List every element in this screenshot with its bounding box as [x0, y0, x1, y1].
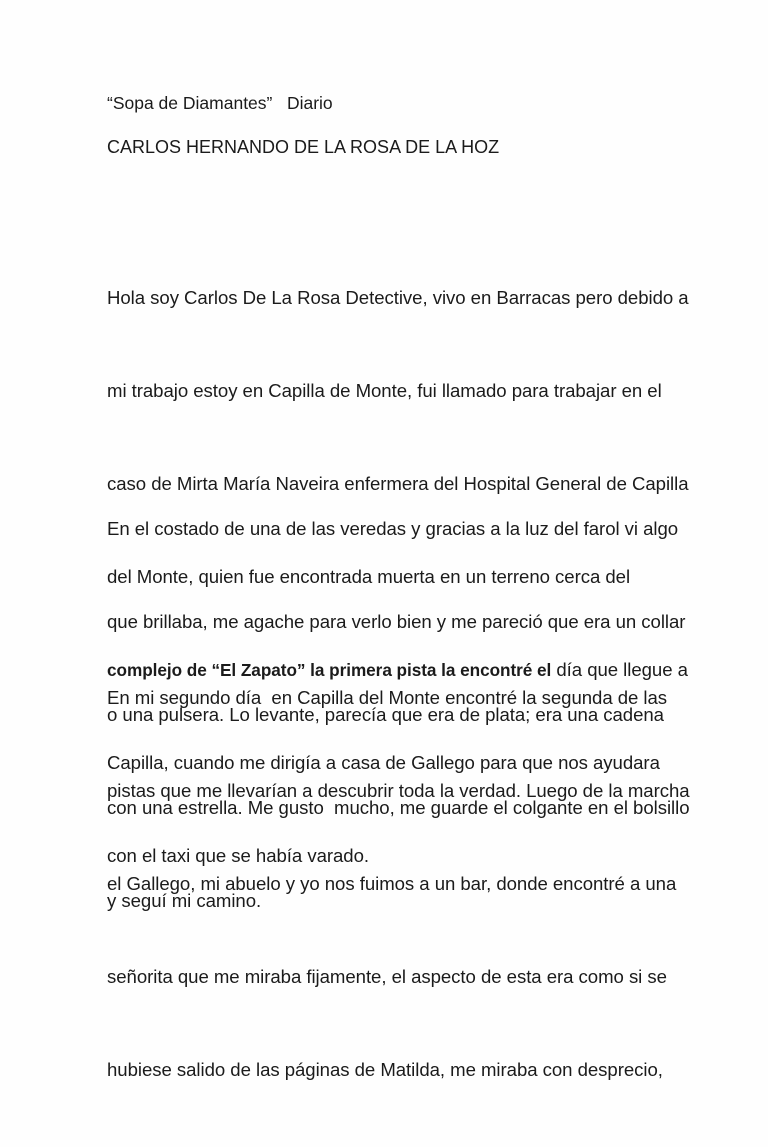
paragraph-3 [107, 620, 690, 1147]
text-line: que brillaba, me agache para verlo bien y me pareció que era un collar [107, 611, 686, 632]
normal-text: día que llegue a [551, 659, 688, 680]
text-line: pistas que me llevarían a descubrir toda la verdad. Luego de la marcha [107, 780, 690, 801]
text-line: Capilla, cuando me dirigía a casa de Gallego para que nos ayudara [107, 752, 660, 773]
text-line: En mi segundo día en Capilla del Monte encontré la segunda de las [107, 687, 668, 708]
text-line: señorita que me miraba fijamente, el aspecto de esta era como si se [107, 966, 667, 987]
text-line: En el costado de una de las veredas y gracias a la luz del farol vi algo [107, 518, 679, 539]
text-line: mi trabajo estoy en Capilla de Monte, fui llamado para trabajar en el [107, 380, 662, 401]
text-line: con una estrella. Me gusto mucho, me guarde el colgante en el bolsillo [107, 797, 690, 818]
bold-text: complejo de “El Zapato” la primera pista la encontré el [107, 660, 552, 680]
text-line: caso de Mirta María Naveira enfermera del Hospital General de Capilla [107, 473, 689, 494]
text-line: el Gallego, mi abuelo y yo nos fuimos a un bar, donde encontré a una [107, 873, 677, 894]
text-line: hubiese salido de las páginas de Matilda, me miraba con desprecio, [107, 1059, 663, 1080]
text-line: o una pulsera. Lo levante, parecía que era de plata; era una cadena [107, 704, 664, 725]
text-line: y seguí mi camino. [107, 890, 262, 911]
document-title: “Sopa de Diamantes” Diario [107, 93, 333, 113]
text-line: del Monte, quien fue encontrada muerta en un terreno cerca del [107, 566, 631, 587]
text-line: con el taxi que se había varado. [107, 845, 369, 866]
author-name: CARLOS HERNANDO DE LA ROSA DE LA HOZ [107, 137, 500, 157]
text-line: Hola soy Carlos De La Rosa Detective, vivo en Barracas pero debido a [107, 287, 689, 308]
